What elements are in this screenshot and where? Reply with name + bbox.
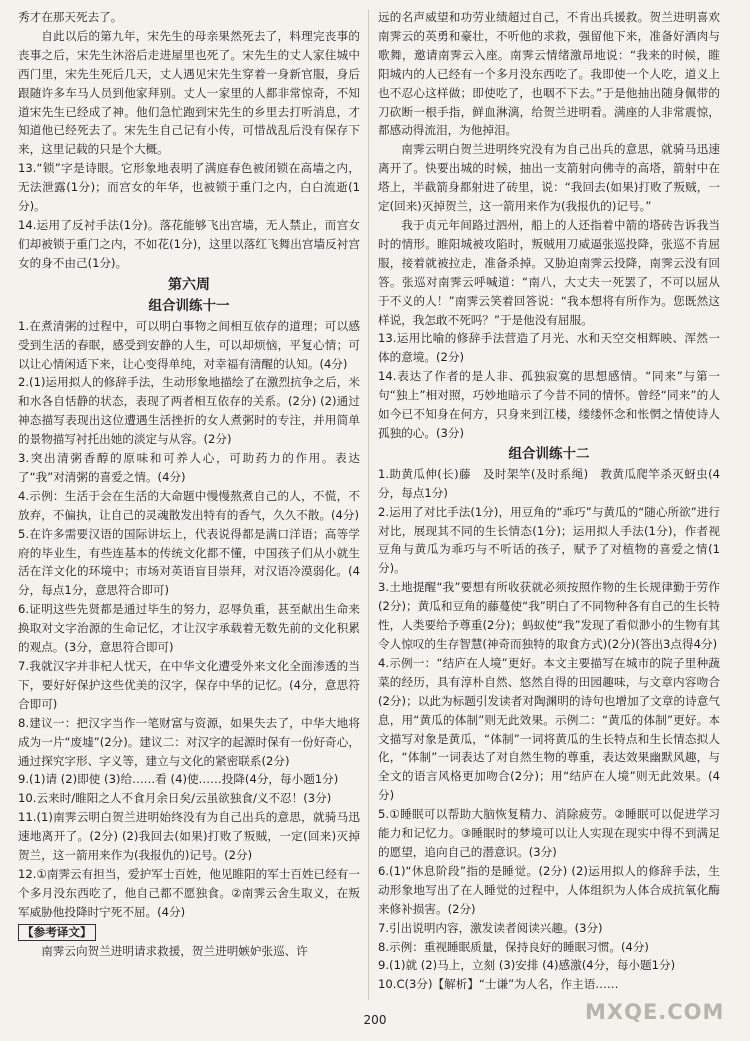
answer-1: 1.在煮清粥的过程中，可以明白事物之间相互依存的道理；可以感受到生活的春眠，感受到安静的人生，可以却烦恼，平复心情；可以让心情闲适下来，让心变得单纯，对幸福有清醒的认知。(4分) bbox=[18, 318, 360, 371]
paragraph: 南霁云明白贺兰进明终究没有为自己出兵的意思，就骑马迅速离开了。快要出城的时候，抽出一支箭射向佛寺的高塔，箭射中在塔上，半截箭身都射进了砖里，说：“我回去(如果)打败了叛贼，一定(回来)灭掉贺兰，这一箭用来作为(我报仇的)记号。” bbox=[378, 142, 720, 214]
answer-1: 1.助黄瓜伸(长)藤 及时架竿(及时系绳) 教黄瓜爬竿杀灭蚜虫(4分，每点1分) bbox=[378, 466, 720, 500]
right-column bbox=[378, 8, 720, 994]
answer-5: 5.①睡眠可以帮助大脑恢复精力、消除疲劳。②睡眠可以促进学习能力和记忆力。③睡眠时的梦境可以让人实现在现实中得不到满足的愿望，追向自己的潜意识。(3分) bbox=[378, 807, 720, 859]
reference-translation-label: 【参考译文】 bbox=[18, 924, 96, 941]
answer-4: 4.示例一：“结庐在人境”更好。本文主要描写在城市的院子里种蔬菜的经历，具有淳朴自然、悠然自得的田园趣味，与文章内容吻合(2分)；以此为标题引发读者对陶渊明的诗句也增加了文章的诗意气息，用“黄瓜的体制”则无此效果。示例二：“黄瓜的体制”更好。本文描写对象是黄瓜，“体制”一词将黄瓜的生长特点和生长情态拟人化，“体制”一词表达了对自然生物的尊重，表达效果幽默风趣，与全文的语言风格更加吻合(2分)；用“结庐在人境”则无此效果。(4分) bbox=[378, 655, 720, 803]
answer-14: 14.表达了作者的是人非、孤独寂寞的思想感情。“同来”与第一句“独上”相对照，巧妙地暗示了今昔不同的情怀。曾经“同来”的人如今已不知身在何方，只身来到江楼，缕缕怀念和怅惘之情使诗人孤独的心。(3分) bbox=[378, 369, 720, 440]
answer-2: 2.运用了对比手法(1分)，用豆角的“乖巧”与黄瓜的“随心所欲”进行对比，展现其不同的生长情态(1分)；运用拟人手法(1分)，作者视豆角与黄瓜为乖巧与不听话的孩子，赋予了对植物的喜爱之情(1分)。 bbox=[378, 504, 720, 576]
column-divider bbox=[368, 10, 369, 1000]
page-number: 200 bbox=[363, 1013, 387, 1027]
left-column bbox=[18, 8, 360, 961]
section-title: 组合训练十二 bbox=[508, 445, 590, 462]
week-title: 第六周 bbox=[168, 276, 210, 293]
answer-3: 3.突出清粥香醇的原味和可养人心，可助药力的作用。表达了“我”对清粥的喜爱之情。(4分) bbox=[18, 451, 360, 484]
answer-10: 10.C(3分)【解析】“士谦”为人名，作主语…… bbox=[378, 977, 619, 992]
answer-7: 7.我就汉字并非杞人忧天，在中华文化遭受外来文化全面渗透的当下，要好好保护这些优美的汉字，保存中华的记忆。(4分，意思符合即可) bbox=[18, 659, 360, 711]
paragraph: 远的名声威望和功劳业绩超过自己，不肯出兵援救。贺兰进明喜欢南霁云的英勇和豪壮，不听他的求救，强留他下来，准备好酒肉与歌舞，邀请南霁云入座。南霁云情绪激昂地说：“我来的时候，睢阳城内的人已经有一个多月没东西吃了。我即使一个人吃，道义上也不忍心这样做；即使吃了，也咽不下去。”于是他抽出随身佩带的刀砍断一根手指，鲜血淋漓，给贺兰进明看。满座的人非常震惊，都感动得流泪，为他掉泪。 bbox=[378, 10, 720, 138]
paragraph: 我于贞元年间路过泗州，船上的人还指着中箭的塔砖告诉我当时的情形。睢阳城被攻陷时，叛贼用刀威逼张巡投降，张巡不肯屈服，接着就被拉走，准备杀掉。又胁迫南霁云投降，南霁云没有回答。张巡对南霁云呼喊道：“南八，大丈夫一死罢了，不可以屈从于不义的人！”南霁云笑着回答说：“我本想将有所作为。您既然这样说，我怎敢不死吗？”于是他没有屈服。 bbox=[378, 217, 720, 327]
section-title: 组合训练十一 bbox=[148, 297, 230, 314]
answer-13: 13.运用比喻的修辞手法营造了月光、水和天空交相辉映、浑然一体的意境。(2分) bbox=[378, 331, 720, 365]
answer-8: 8.示例：重视睡眠质量，保持良好的睡眠习惯。(4分) bbox=[378, 939, 649, 954]
answer-12: 12.①南霁云有担当，爱护军士百姓，他见睢阳的军士百姓已经有一个多月没东西吃了，他自己都不愿独食。②南霁云舍生取义，在叛军威胁他投降时宁死不屈。(4分) bbox=[18, 866, 360, 919]
answer-9: 9.(1)就 (2)马上，立刻 (3)安排 (4)感激(4分，每小题1分) bbox=[378, 958, 676, 973]
answer-4: 4.示例：生活于会在生活的大命题中慢慢熬煮自己的人，不慌，不放弃，不偏执，让自己的灵魂散发出特有的香气，久久不散。(4分) bbox=[18, 488, 360, 522]
answer-6: 6.证明这些先贤都是通过毕生的努力，忍辱负重，甚至献出生命来换取对文字治源的生命记忆，才让汉字承载着无数先前的文化积累的观点。(3分，意思符合即可) bbox=[18, 602, 360, 655]
answer-11: 11.(1)南霁云明白贺兰进明始终没有为自己出兵的意思，就骑马迅速地离开了。(2分) (2)我回去(如果)打败了叛贼，一定(回来)灭掉贺兰，这一箭用来作为(我报仇的)记号。(2分) bbox=[18, 810, 360, 863]
answer-13: 13.“锁”字是诗眼。它形象地表明了满庭春色被闭锁在高墙之内，无法泄露(1分)；而宫女的年华，也被锁于重门之内，白白流逝(1分)。 bbox=[18, 161, 360, 214]
answer-6: 6.(1)“休息阶段”指的是睡觉。(2分) (2)运用拟人的修辞手法，生动形象地写出了在人睡觉的过程中，人体组织为人体合成抗氧化酶来修补损害。(2分) bbox=[378, 863, 720, 916]
answer-14: 14.运用了反衬手法(1分)。落花能够飞出宫墙，无人禁止，而宫女们却被锁于重门之内，不如花(1分)，这里以落红飞舞出宫墙反衬宫女的身不由己(1分)。 bbox=[18, 217, 360, 270]
site-watermark: MXQE.COM bbox=[585, 1000, 725, 1024]
answer-3: 3.土地提醒“我”要想有所收获就必须按照作物的生长规律勤于劳作(2分)；黄瓜和豆角的藤蔓使“我”明白了不同物种各有自己的生长特性，人类要给予尊重(2分)；蚂蚁使“我”发现了看似渺小的生物有其令人惊叹的生存智慧(神奇而独特的取食方式)(2分)(答出3点得4分) bbox=[378, 580, 720, 651]
answer-7: 7.引出说明内容，激发读者阅读兴趣。(3分) bbox=[378, 920, 603, 935]
paragraph: 自此以后的第九年，宋先生的母亲果然死去了，料理完丧事的丧事之后，宋先生沐浴后走进屋里也死了。宋先生的丈人家住城中西门里，宋先生死后几天，丈人遇见宋先生穿着一身新官服，身后跟随许多车马人员到他家拜别。丈人一家里的人都非常惊奇，不知道宋先生已经成了神。他们急忙跑到宋先生的乡里去打听消息，才知道他已经死去了。宋先生自己记有小传，可惜战乱后没有保存下来，这里记载的只是个大概。 bbox=[18, 28, 360, 157]
paragraph: 秀才在那天死去了。 bbox=[18, 10, 123, 24]
paragraph: 南霁云向贺兰进明请求救援，贺兰进明嫉妒张巡、许 bbox=[41, 943, 308, 958]
answer-2: 2.(1)运用拟人的修辞手法，生动形象地描绘了在激烈抗争之后，米和水各自恬静的状态，表现了两者相互依存的关系。(2分) (2)通过神态描写表现出这位遭遇生活挫折的女人煮粥时的专注，并用简单的景物描写衬托出她的淡定与从容。(2分) bbox=[18, 375, 360, 447]
answer-9: 9.(1)请 (2)即使 (3)给……看 (4)使……投降(4分，每小题1分) bbox=[18, 772, 339, 787]
answer-10: 10.云来时/睢阳之人不食月余日矣/云虽欲独食/义不忍！(3分) bbox=[18, 791, 332, 806]
answer-8: 8.建议一：把汉字当作一笔财富与资源，如果失去了，中华大地将成为一片“废墟”(2分)。建议二：对汉字的起源时保有一份好奇心，通过探究字形、字义等，建立与文化的紧密联系(2分) bbox=[18, 715, 360, 768]
answer-5: 5.在许多需要汉语的国际讲坛上，代表说得都是满口洋语；高等学府的毕业生，有些连基本的传统文化都不懂，中国孩子们从小就生活在洋文化的环境中；市场对英语盲目崇拜，对汉语冷漠弱化。(4分，每点1分，意思符合即可) bbox=[18, 526, 360, 598]
